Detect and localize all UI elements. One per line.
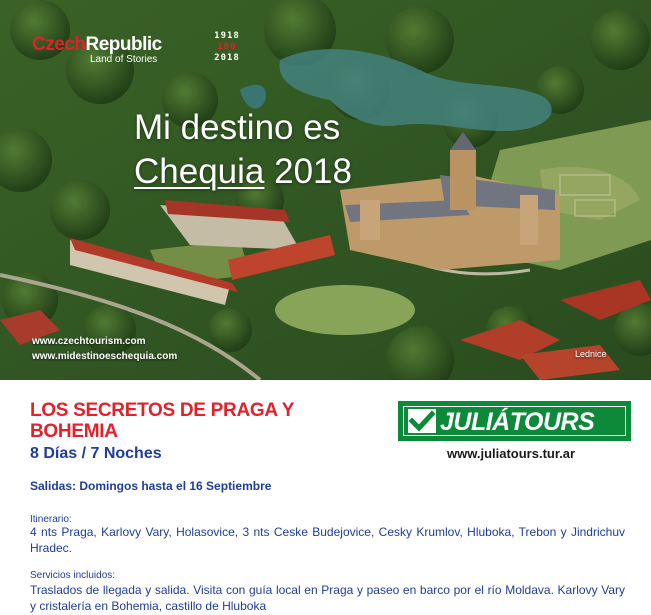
brand-czech: Czech: [32, 34, 86, 55]
itinerary-label: Itinerario:: [30, 514, 72, 525]
headline-country: Chequia: [134, 152, 265, 191]
tour-departures: Salidas: Domingos hasta el 16 Septiembre: [30, 479, 272, 493]
checkmark-icon: [408, 409, 436, 433]
centenary-year-end: 2018: [214, 53, 240, 63]
julia-tours-logo[interactable]: [398, 401, 631, 441]
brand-tagline: Land of Stories: [90, 54, 158, 65]
headline-line2: [134, 150, 352, 194]
headline-year: 2018: [274, 152, 352, 191]
url-midestino[interactable]: www.midestinoeschequia.com: [32, 351, 178, 362]
headline-line1: Mi destino es: [134, 108, 341, 147]
services-text: Traslados de llegada y salida. Visita con guía local en Praga y paseo en barco por el río Moldava. Karlovy Vary y cristalería en Bohemia, castillo de Hluboka: [30, 583, 625, 613]
tour-duration: 8 Días / 7 Noches: [30, 445, 162, 462]
services-label: Servicios incluidos:: [30, 570, 116, 581]
centenary-badge: [207, 31, 247, 64]
logo-text: JULIÁTOURS: [440, 408, 595, 436]
tour-title: LOS SECRETOS DE PRAGA Y BOHEMIA: [30, 400, 294, 442]
photo-location: Lednice: [575, 349, 607, 359]
url-czechtourism[interactable]: www.czechtourism.com: [32, 336, 146, 347]
headline: [134, 106, 352, 194]
tourism-urls: [32, 334, 177, 364]
brand-republic: Republic: [85, 34, 162, 55]
itinerary-text: 4 nts Praga, Karlovy Vary, Holasovice, 3 nts Ceske Budejovice, Cesky Krumlov, Hluboka, Trebon y Jindrichuv Hradec.: [30, 525, 625, 555]
centenary-year-start: 1918: [214, 31, 240, 41]
centenary-100: 100: [217, 42, 237, 52]
agency-website[interactable]: www.juliatours.tur.ar: [447, 446, 576, 461]
czech-republic-logo: [32, 34, 162, 65]
